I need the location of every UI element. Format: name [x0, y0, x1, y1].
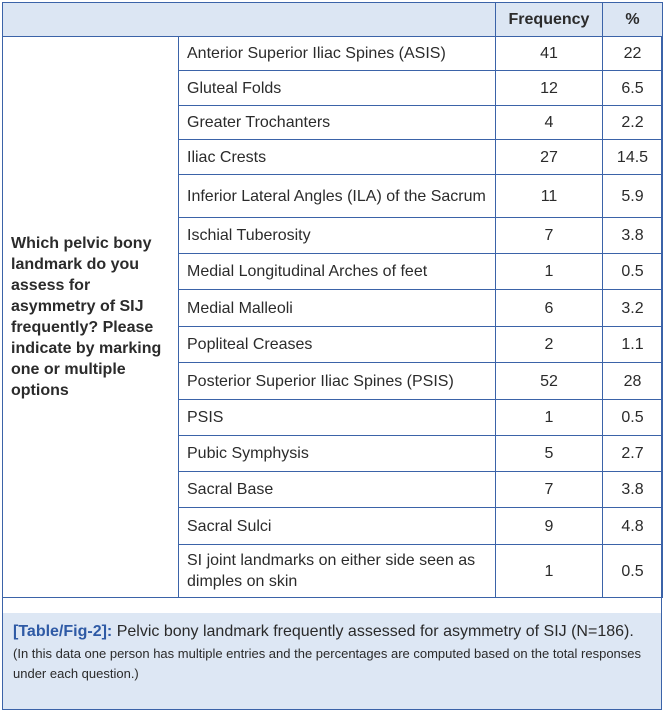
percent-cell: 6.5: [603, 71, 663, 106]
landmark-cell: Sacral Base: [179, 472, 496, 508]
frequency-cell: 1: [496, 545, 603, 598]
percent-cell: 2.7: [603, 436, 663, 472]
table-row: [3, 37, 663, 71]
landmark-cell: Iliac Crests: [179, 140, 496, 175]
percent-cell: 22: [603, 37, 663, 71]
table-figure: [2, 2, 662, 710]
percent-cell: 0.5: [603, 254, 663, 290]
caption-label: [Table/Fig-2]:: [13, 623, 113, 640]
landmark-cell: Sacral Sulci: [179, 508, 496, 545]
landmark-cell: Medial Malleoli: [179, 290, 496, 327]
landmark-cell: SI joint landmarks on either side seen as dimples on skin: [179, 545, 496, 598]
landmark-cell: Greater Trochanters: [179, 106, 496, 140]
frequency-cell: 52: [496, 363, 603, 400]
frequency-cell: 7: [496, 472, 603, 508]
header-row: [3, 3, 663, 37]
percent-cell: 0.5: [603, 400, 663, 436]
landmark-cell: Pubic Symphysis: [179, 436, 496, 472]
frequency-cell: 5: [496, 436, 603, 472]
landmark-cell: Ischial Tuberosity: [179, 218, 496, 254]
percent-cell: 14.5: [603, 140, 663, 175]
frequency-cell: 12: [496, 71, 603, 106]
question-cell: Which pelvic bony landmark do you assess for asymmetry of SIJ frequently? Please indicate by marking one or multiple options: [3, 37, 179, 598]
table-caption: [2, 613, 662, 710]
header-frequency: Frequency: [496, 3, 603, 37]
frequency-cell: 6: [496, 290, 603, 327]
percent-cell: 0.5: [603, 545, 663, 598]
percent-cell: 3.8: [603, 472, 663, 508]
landmark-cell: PSIS: [179, 400, 496, 436]
frequency-cell: 4: [496, 106, 603, 140]
percent-cell: 4.8: [603, 508, 663, 545]
percent-cell: 1.1: [603, 327, 663, 363]
landmark-cell: Medial Longitudinal Arches of feet: [179, 254, 496, 290]
frequency-cell: 1: [496, 400, 603, 436]
landmark-cell: Inferior Lateral Angles (ILA) of the Sacrum: [179, 175, 496, 218]
caption-note: (In this data one person has multiple entries and the percentages are computed based on the total responses under each question.): [13, 646, 642, 681]
landmark-cell: Posterior Superior Iliac Spines (PSIS): [179, 363, 496, 400]
header-percent: %: [603, 3, 663, 37]
landmark-cell: Popliteal Creases: [179, 327, 496, 363]
percent-cell: 5.9: [603, 175, 663, 218]
caption-title-line: [13, 621, 651, 642]
frequency-cell: 41: [496, 37, 603, 71]
frequency-cell: 1: [496, 254, 603, 290]
frequency-cell: 9: [496, 508, 603, 545]
landmark-cell: Gluteal Folds: [179, 71, 496, 106]
frequency-cell: 2: [496, 327, 603, 363]
landmark-table: [2, 2, 663, 598]
percent-cell: 2.2: [603, 106, 663, 140]
caption-title: Pelvic bony landmark frequently assessed for asymmetry of SIJ (N=186).: [112, 623, 634, 640]
frequency-cell: 27: [496, 140, 603, 175]
landmark-cell: Anterior Superior Iliac Spines (ASIS): [179, 37, 496, 71]
percent-cell: 3.2: [603, 290, 663, 327]
percent-cell: 28: [603, 363, 663, 400]
frequency-cell: 11: [496, 175, 603, 218]
frequency-cell: 7: [496, 218, 603, 254]
percent-cell: 3.8: [603, 218, 663, 254]
header-blank: [3, 3, 496, 37]
